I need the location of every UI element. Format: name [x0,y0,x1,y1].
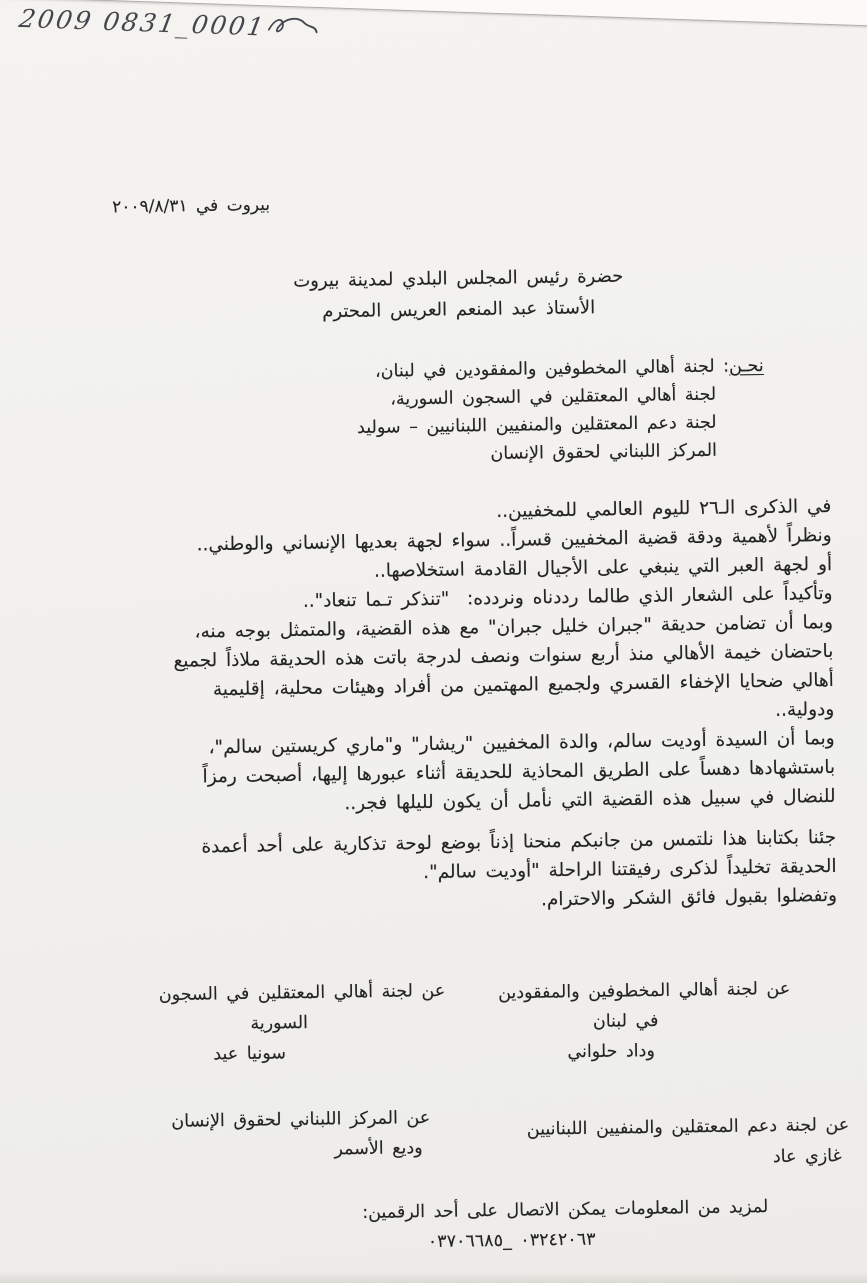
org-line: عن لجنة دعم المعتقلين والمنفيين اللبنانيين [526,1114,850,1140]
handwritten-id-text: 2009 0831_0001 [16,4,269,42]
paragraph-odette [35,724,836,823]
body-line: وبما أن تضامن حديقة "جبران خليل جبران" مع هذه القضية، والمتمثل بوجه منه، [194,611,834,643]
body-line: ونظراً لأهمية ودقة قضية المخفيين قسراً.. سواء لجهة بعديها الإنساني والوطني.. [196,524,832,556]
body-line: ودولية.. [775,698,835,721]
paragraph-request [36,823,837,922]
letter-body [31,492,837,922]
signatory-name: سونيا عيد [213,1043,287,1065]
org-line: عن المركز اللبناني لحقوق الإنسان [171,1107,431,1132]
body-line: للنضال في سبيل هذه القضية التي نأمل أن يكون لليلها فجر.. [344,785,836,815]
signature-solide-committee [469,1110,850,1178]
org-line: في لبنان [592,1010,659,1032]
signatory-name: وديع الأسمر [334,1138,423,1160]
we-line-2: لجنة أهالي المعتقلين في السجون السورية، [389,384,716,410]
signature-lebanese-center-human-rights [112,1103,431,1168]
addressee-line-2: الأستاذ عبد المنعم العريس المحترم [322,297,596,323]
footer-contact [298,1192,769,1259]
body-line: وتأكيداً على الشعار الذي طالما رددناه ونردده: "تنذكر تـما تنعاد".. [302,582,833,612]
paragraph-occasion [31,492,833,620]
org-line: عن لجنة أهالي المخطوفين والمفقودين [497,978,791,1004]
organizations-block [356,352,765,470]
signatory-name: وداد حلواني [567,1041,655,1063]
date-line: بيروت في ٢٠٠٩/٨/٣١ [112,195,271,218]
handwritten-scan-id [17,4,322,43]
body-line: وبما أن السيدة أوديت سالم، والدة المخفيين "ريشار" و"ماري كريستين سالم"، [208,727,835,759]
we-line-3: لجنة دعم المعتقلين والمنفيين اللبنانيين – سوليد [356,412,717,439]
addressee-line-1: حضرة رئيس المجلس البلدي لمدينة بيروت [293,265,624,292]
contact-line: لمزيد من المعلومات يمكن الاتصال على أحد الرقمين: [362,1196,769,1224]
org-line: السورية [250,1013,309,1034]
body-line: باستشهادها دهساً على الطريق المحاذية للحديقة أثناء عبورها إليها، أصبحت رمزاً [202,756,836,788]
body-line: وتفضلوا بقبول فائق الشكر والاحترام. [540,884,838,911]
signature-syrian-prisons-committee [112,976,446,1071]
body-line: أو لجهة العبر التي ينبغي على الأجيال القادمة استخلاصها.. [373,553,833,582]
we-line-4: المركز اللبناني لحقوق الإنسان [489,440,717,465]
body-line: في الذكرى الـ٢٦ لليوم العالمي للمخفيين.. [496,495,832,522]
we-line-1-text: : لجنة أهالي المخطوفين والمفقودين في لبنان، [374,356,729,382]
signature-kidnapped-committee [460,974,791,1069]
scan-bottom-shade [0,1271,867,1283]
body-line: جئنا بكتابنا هذا نلتمس من جانبكم منحنا إذناً بوضع لوحة تذكارية على أحد أعمدة [201,826,837,858]
signatory-name: غازي عاد [772,1146,842,1168]
org-line: عن لجنة أهالي المعتقلين في السجون [158,980,446,1006]
handwriting-flourish-icon [265,14,322,42]
paragraph-garden [33,608,835,736]
phone-numbers: ٠٣٢٤٢٠٦٣ _٠٣٧٠٦٦٨٥ [427,1229,596,1253]
body-line: أهالي ضحايا الإخفاء القسري ولجميع المهتمين من أفراد وهيئات محلية، إقليمية [212,669,834,701]
body-line: باحتضان خيمة الأهالي منذ أربع سنوات ونصف لدرجة باتت هذه الحديقة ملاذاً لجميع [173,640,834,672]
addressee-block [243,260,674,328]
body-line: الحديقة تخليداً لذكرى رفيقتنا الراحلة "أوديت سالم". [423,855,837,884]
we-label: نحـن [728,355,764,377]
